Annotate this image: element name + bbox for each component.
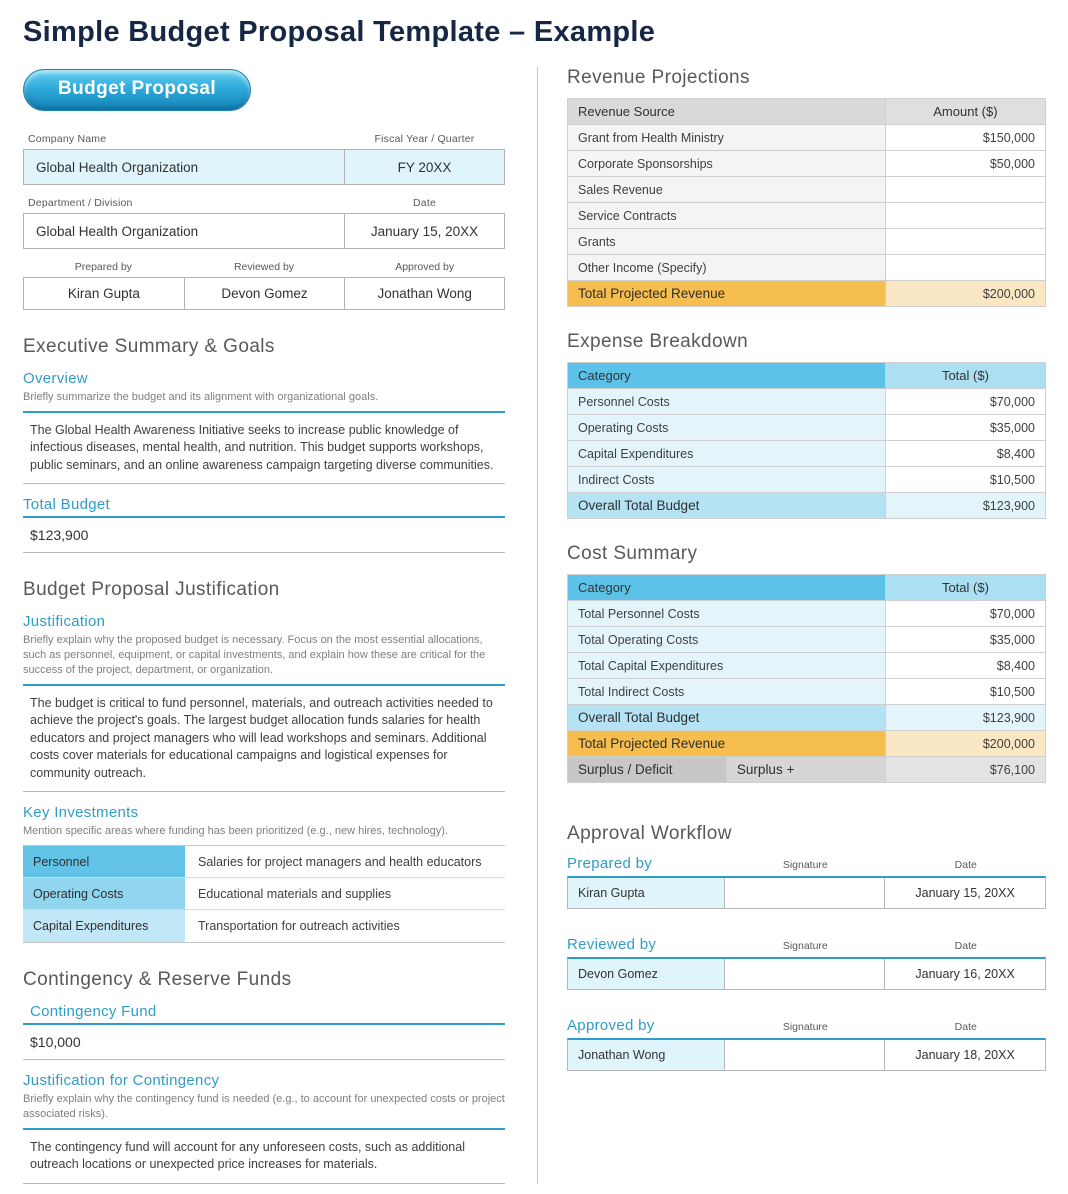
divider: [23, 483, 505, 484]
department-row-fields: [23, 213, 505, 249]
key-investment-category[interactable]: Operating Costs: [23, 878, 185, 909]
cost-category-cell[interactable]: Total Operating Costs: [568, 627, 886, 653]
key-investments-hint: Mention specific areas where funding has been prioritized (e.g., new hires, technology).: [23, 825, 448, 838]
key-investments-table: [23, 845, 505, 943]
signers-row: [23, 261, 505, 310]
key-investment-description[interactable]: Educational materials and supplies: [198, 886, 392, 901]
table-total-row: [568, 493, 1046, 519]
date-label: Date: [413, 197, 436, 209]
revenue-amount-cell[interactable]: [885, 229, 1045, 255]
revenue-projections-heading: Revenue Projections: [567, 67, 750, 88]
table-row: [23, 910, 505, 942]
table-row: [567, 876, 1046, 909]
revenue-source-cell[interactable]: Sales Revenue: [568, 177, 886, 203]
category-header: Category: [568, 575, 886, 601]
overview-text[interactable]: The Global Health Awareness Initiative seeks to increase public knowledge of infectious diseases, mental health, and nutrition. This budget supports workshops, public seminars, and an online awareness campaign targeting diverse communities.: [30, 422, 494, 472]
column-divider: [537, 67, 538, 1184]
revenue-projections-section: [567, 67, 1046, 307]
two-column-layout: [23, 67, 1046, 1184]
cost-total-cell[interactable]: $8,400: [885, 653, 1045, 679]
cost-category-cell[interactable]: Total Indirect Costs: [568, 679, 886, 705]
divider: [23, 684, 505, 686]
table-total-row: [568, 281, 1046, 307]
page-title: Simple Budget Proposal Template – Example: [23, 16, 656, 48]
revenue-amount-cell[interactable]: [885, 203, 1045, 229]
expense-total-cell[interactable]: $35,000: [885, 415, 1045, 441]
table-header-row: [568, 363, 1046, 389]
approval-labels-row: [567, 855, 1046, 872]
table-row: [23, 878, 505, 910]
table-row: [568, 441, 1046, 467]
approved-by-role-label: Approved by: [567, 1017, 655, 1034]
key-investment-category[interactable]: Personnel: [23, 846, 185, 877]
key-investment-category[interactable]: Capital Expenditures: [23, 910, 185, 942]
approved-by-label: Approved by: [395, 261, 455, 273]
key-investment-description[interactable]: Transportation for outreach activities: [198, 919, 400, 934]
table-header-row: [568, 575, 1046, 601]
approver-name-cell[interactable]: Devon Gomez: [568, 959, 725, 989]
total-header: Total ($): [885, 363, 1045, 389]
approval-date-cell[interactable]: January 16, 20XX: [885, 959, 1045, 989]
table-row: [567, 1038, 1046, 1071]
approved-by-field[interactable]: Jonathan Wong: [344, 277, 505, 310]
overview-subheading: Overview: [23, 370, 88, 387]
expense-breakdown-section: [567, 331, 1046, 519]
approver-name-cell[interactable]: Jonathan Wong: [568, 1040, 725, 1070]
total-projected-revenue-value[interactable]: $200,000: [885, 731, 1045, 757]
date-label: Date: [954, 940, 977, 952]
signature-cell[interactable]: [725, 1040, 885, 1070]
justification-subheading: Justification: [23, 613, 106, 631]
approved-by-approval-block: [567, 1017, 1046, 1071]
expense-total-cell[interactable]: $8,400: [885, 441, 1045, 467]
fiscal-year-label: Fiscal Year / Quarter: [374, 133, 475, 145]
expense-breakdown-table: [567, 362, 1046, 519]
company-row-labels: [23, 133, 505, 145]
contingency-justification-text[interactable]: The contingency fund will account for any unforeseen costs, such as additional outreach locations or unexpected price increases for materials.: [30, 1139, 465, 1172]
cost-total-cell[interactable]: $70,000: [885, 601, 1045, 627]
table-row: [23, 846, 505, 878]
table-row: [568, 389, 1046, 415]
overview-hint: Briefly summarize the budget and its alignment with organizational goals.: [23, 391, 379, 403]
overall-total-budget-label: Overall Total Budget: [568, 493, 886, 519]
table-row: [568, 415, 1046, 441]
table-row: [568, 467, 1046, 493]
revenue-source-cell[interactable]: Corporate Sponsorships: [568, 151, 886, 177]
prepared-by-field[interactable]: Kiran Gupta: [23, 277, 184, 310]
contingency-justification-subheading: Justification for Contingency: [23, 1072, 220, 1090]
divider: [23, 1059, 505, 1060]
revenue-source-cell[interactable]: Other Income (Specify): [568, 255, 886, 281]
table-row: [568, 255, 1046, 281]
revenue-amount-cell[interactable]: [885, 177, 1045, 203]
table-row: [568, 679, 1046, 705]
reviewed-by-approval-block: [567, 936, 1046, 990]
approval-date-cell[interactable]: January 15, 20XX: [885, 878, 1045, 908]
total-header: Total ($): [885, 575, 1045, 601]
table-header-row: [568, 99, 1046, 125]
department-field[interactable]: Global Health Organization: [23, 213, 344, 249]
company-row-fields: [23, 149, 505, 185]
department-row-labels: [23, 197, 505, 209]
divider: [23, 1023, 505, 1025]
contingency-section-heading: Contingency & Reserve Funds: [23, 969, 292, 991]
total-projected-revenue-label: Total Projected Revenue: [568, 731, 886, 757]
surplus-deficit-label: Surplus / Deficit: [568, 757, 727, 783]
divider: [23, 411, 505, 413]
table-row: [568, 125, 1046, 151]
date-label: Date: [954, 1021, 977, 1033]
expense-category-cell[interactable]: Personnel Costs: [568, 389, 886, 415]
company-name-field[interactable]: Global Health Organization: [23, 149, 344, 185]
revenue-amount-cell[interactable]: $50,000: [885, 151, 1045, 177]
revenue-source-cell[interactable]: Grant from Health Ministry: [568, 125, 886, 151]
right-column: [567, 67, 1046, 1184]
approval-labels-row: [567, 1017, 1046, 1034]
revenue-amount-cell[interactable]: $150,000: [885, 125, 1045, 151]
table-total-row: [568, 731, 1046, 757]
executive-summary-heading: Executive Summary & Goals: [23, 336, 275, 357]
department-label: Department / Division: [28, 197, 133, 209]
key-investment-description[interactable]: Salaries for project managers and health educators: [198, 854, 482, 869]
divider: [23, 791, 505, 792]
table-row: [568, 627, 1046, 653]
prepared-by-label: Prepared by: [74, 261, 132, 273]
overall-total-budget-value[interactable]: $123,900: [885, 493, 1045, 519]
signature-cell[interactable]: [725, 878, 885, 908]
amount-header: Amount ($): [885, 99, 1045, 125]
approval-date-cell[interactable]: January 18, 20XX: [885, 1040, 1045, 1070]
reviewed-by-field[interactable]: Devon Gomez: [184, 277, 345, 310]
expense-category-cell[interactable]: Indirect Costs: [568, 467, 886, 493]
divider: [23, 516, 505, 518]
justification-hint: Briefly explain why the proposed budget is necessary. Focus on the most essential allocations, such as personnel, equipment, or capital investments, and explain how these are critical for the success of the project, department, or organization.: [23, 634, 486, 677]
reviewed-by-role-label: Reviewed by: [567, 936, 657, 953]
approval-workflow-heading: Approval Workflow: [567, 823, 732, 844]
table-row: [567, 957, 1046, 990]
reviewed-by-label: Reviewed by: [233, 261, 295, 273]
revenue-source-cell[interactable]: Grants: [568, 229, 886, 255]
table-total-row: [568, 705, 1046, 731]
table-row: [568, 203, 1046, 229]
approved-by-block: [344, 261, 505, 310]
divider: [23, 1183, 505, 1184]
cost-summary-section: [567, 543, 1046, 783]
prepared-by-block: [23, 261, 184, 310]
company-name-label: Company Name: [28, 133, 107, 145]
total-budget-value[interactable]: $123,900: [30, 527, 89, 544]
cost-total-cell[interactable]: $35,000: [885, 627, 1045, 653]
signature-label: Signature: [782, 1021, 828, 1033]
budget-proposal-badge: Budget Proposal: [23, 69, 251, 111]
cost-category-cell[interactable]: Total Capital Expenditures: [568, 653, 886, 679]
expense-category-cell[interactable]: Operating Costs: [568, 415, 886, 441]
contingency-fund-subheading: Contingency Fund: [30, 1003, 157, 1021]
table-row: [568, 229, 1046, 255]
surplus-value-cell[interactable]: $76,100: [885, 757, 1045, 783]
surplus-status-cell[interactable]: Surplus +: [726, 757, 885, 783]
signature-label: Signature: [782, 940, 828, 952]
justification-section-heading: Budget Proposal Justification: [23, 579, 280, 601]
prepared-by-role-label: Prepared by: [567, 855, 653, 872]
cost-total-cell[interactable]: $10,500: [885, 679, 1045, 705]
table-row: [568, 177, 1046, 203]
overall-total-budget-value[interactable]: $123,900: [885, 705, 1045, 731]
expense-total-cell[interactable]: $70,000: [885, 389, 1045, 415]
total-projected-revenue-label: Total Projected Revenue: [568, 281, 886, 307]
expense-breakdown-heading: Expense Breakdown: [567, 331, 749, 352]
contingency-justification-hint: Briefly explain why the contingency fund is needed (e.g., to account for unexpected costs or project associated risks).: [23, 1093, 505, 1121]
reviewed-by-block: [184, 261, 345, 310]
signature-cell[interactable]: [725, 959, 885, 989]
prepared-by-approval-block: [567, 855, 1046, 909]
date-field[interactable]: January 15, 20XX: [344, 213, 505, 249]
table-row: [568, 601, 1046, 627]
signature-label: Signature: [782, 859, 828, 871]
key-investments-subheading: Key Investments: [23, 804, 139, 822]
contingency-fund-value[interactable]: $10,000: [30, 1034, 81, 1051]
table-row: [568, 151, 1046, 177]
total-budget-subheading: Total Budget: [23, 496, 110, 514]
revenue-source-header: Revenue Source: [568, 99, 886, 125]
date-label: Date: [954, 859, 977, 871]
divider: [23, 552, 505, 553]
justification-text[interactable]: The budget is critical to fund personnel, materials, and outreach activities needed to achieve the project's goals. The largest budget allocation funds salaries for health educators and project managers who will lead workshops and seminars. Additional costs cover materials for educational campaigns and logistical expenses for community outreach.: [30, 695, 493, 780]
left-column: [23, 67, 505, 1184]
approval-labels-row: [567, 936, 1046, 953]
cost-summary-heading: Cost Summary: [567, 543, 698, 564]
divider: [23, 1128, 505, 1130]
overall-total-budget-label: Overall Total Budget: [568, 705, 886, 731]
revenue-source-cell[interactable]: Service Contracts: [568, 203, 886, 229]
table-row: [568, 653, 1046, 679]
approver-name-cell[interactable]: Kiran Gupta: [568, 878, 725, 908]
expense-category-cell[interactable]: Capital Expenditures: [568, 441, 886, 467]
cost-summary-table: [567, 574, 1046, 783]
category-header: Category: [568, 363, 886, 389]
fiscal-year-field[interactable]: FY 20XX: [344, 149, 505, 185]
total-projected-revenue-value[interactable]: $200,000: [885, 281, 1045, 307]
expense-total-cell[interactable]: $10,500: [885, 467, 1045, 493]
surplus-deficit-row: [568, 757, 1046, 783]
cost-category-cell[interactable]: Total Personnel Costs: [568, 601, 886, 627]
revenue-projections-table: [567, 98, 1046, 307]
revenue-amount-cell[interactable]: [885, 255, 1045, 281]
